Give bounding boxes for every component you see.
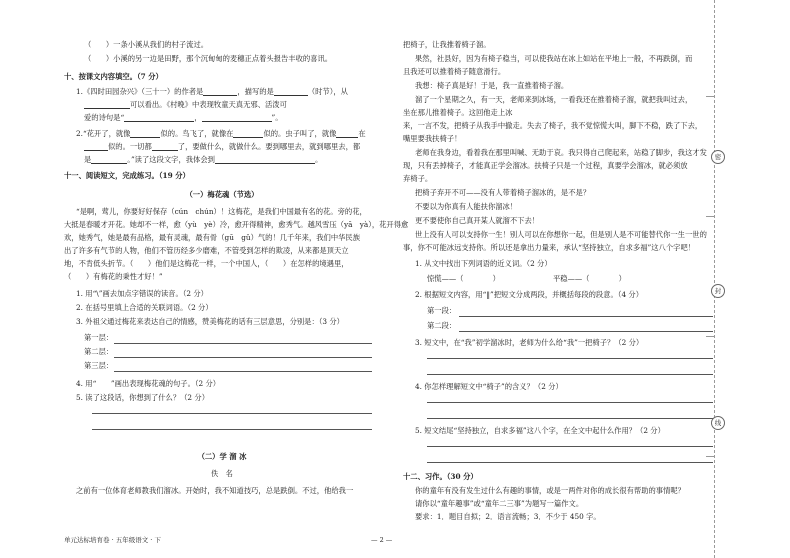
s10-q1-line2: 可以看出。《村晚》中表现牧童天真无邪、活泼可 — [84, 100, 400, 109]
passage1-line: 欢，她秀气，她是最有品格，最有灵魂，最有骨（gū gǔ）气的！几千年来，我们中华民族 — [64, 233, 361, 242]
s10-prev-item-a: （ ）一条小溪从我们的村子流过。 — [84, 40, 209, 49]
passage1-title: （一）梅花魂（节选） — [185, 190, 259, 199]
passage1-line: 地，不肯低头折节。（ ）他们是这梅花一样，一个中国人，（ ）在怎样的境遇里， — [64, 259, 349, 268]
s12-requirements: 要求：1．题目自拟；2．语言流畅；3．不少于 450 字。 — [415, 512, 601, 521]
passage2-line: 把椅子，让我推着椅子溜。 — [403, 40, 491, 49]
s11-q3-layer1: 第一层： — [84, 333, 114, 342]
answer-line[interactable] — [427, 462, 713, 463]
passage2-line: 且我还可以推着椅子随意滑行。 — [403, 67, 506, 76]
passage2-line: 我想：椅子真是好！于是，我一直推着椅子溜。 — [415, 81, 569, 90]
answer-line[interactable] — [427, 418, 713, 419]
s11-q3-layer2: 第二层： — [84, 347, 114, 356]
s10-q2-line1: 2.“花开了，就像 似的。鸟飞了，就像在 似的。虫子叫了，就像 在 — [76, 129, 366, 138]
s11-q4: 4. 用“ ”画出表现梅花魂的句子。（2 分） — [76, 379, 221, 388]
passage2-line: 坐在那儿推着椅子。这回他走上冰 — [403, 108, 513, 117]
s11-q1: 1. 用“\”画去加点字错误的读音。（2 分） — [76, 289, 208, 298]
s11b-q2: 2. 根据短文内容，用“‖”把短文分成两段，并概括每段的段意。（4 分） — [415, 290, 644, 299]
section-10-heading: 十、按课文内容填空。（7 分） — [64, 72, 163, 81]
answer-line[interactable] — [114, 371, 372, 372]
passage1-line: “是啊，莺儿，你要好好保存（cún chún）！这梅花，是我们中国最有名的花。旁的花， — [76, 207, 367, 216]
seal-stub: 密 — [711, 150, 725, 164]
s11b-q1: 1. 从文中找出下列词语的近义词。（2 分） — [415, 259, 552, 268]
s10-prev-item-b: （ ）小溪的另一边是田野，那个沉甸甸的麦穗正点着头报告丰收的喜讯。 — [84, 54, 333, 63]
segment-1-label: 第一段： — [427, 306, 457, 315]
segment-2-label: 第二段： — [427, 321, 457, 330]
blank[interactable] — [203, 87, 237, 96]
answer-line[interactable] — [459, 316, 713, 317]
blank[interactable] — [202, 113, 272, 122]
passage2-line: 事，你不可能冰远支持你。所以还是拿出力量来，承认“坚持独立，自求多福”这八个字吧！ — [403, 243, 696, 252]
passage2-author: 佚 名 — [211, 469, 233, 478]
passage2-line: 果然，社县好，因为有椅子稳当，可以使我站在冰上如站在平地上一般，不再跌倒，而 — [415, 54, 693, 63]
s11-q3-layer3: 第三层： — [84, 361, 114, 370]
binding-margin — [714, 0, 741, 558]
answer-line[interactable] — [92, 429, 372, 430]
page-number: — 2 — — [371, 536, 393, 544]
binding-tick — [706, 336, 714, 337]
section-12-heading: 十二、习作。（30 分） — [403, 472, 478, 481]
blank[interactable] — [84, 100, 130, 109]
footer-series-title: 单元达标培育卷 · 五年级语文 · 下 — [64, 536, 161, 544]
blank[interactable] — [152, 142, 178, 151]
binding-tick — [706, 96, 714, 97]
blank[interactable] — [233, 129, 263, 138]
blank[interactable] — [336, 129, 358, 138]
passage2-line: 更不要使你自己真开某人就溜不下去！ — [415, 216, 540, 225]
blank[interactable] — [124, 113, 194, 122]
passage1-line: 出了许多有气节的人物，他们不管历经多少磨难，不管受到怎样的欺凌，从来都是顶天立 — [64, 246, 349, 255]
answer-line[interactable] — [92, 413, 372, 414]
s11b-q4: 4. 你怎样理解短文中“椅子”的含义？（2 分） — [415, 382, 563, 391]
answer-line[interactable] — [427, 374, 713, 375]
synonym-pair-2[interactable]: 平稳——（ ） — [553, 274, 626, 283]
s11-q2: 2. 在括号里填上合适的关联词语。（2 分） — [76, 303, 213, 312]
s10-q1-line3: 爱的诗句是“ ， ”。 — [84, 113, 283, 122]
blank[interactable] — [274, 87, 308, 96]
passage2-line: 弃椅子。 — [403, 174, 433, 183]
s12-prompt-line: 你的童年有没有发生过什么有趣的事情，或是一两件对你的成长很有帮助的事情呢？ — [415, 486, 685, 495]
passage1-line: 大抵是春暖才开花。她却不一样，愈（yù yè）冷，愈开得精神，愈秀气。越风雪压（yā yà），花开得愈 — [64, 220, 409, 229]
answer-line[interactable] — [459, 331, 713, 332]
seal-stub: 线 — [711, 416, 725, 430]
answer-line[interactable] — [427, 402, 713, 403]
passage2-line: 嘴里要我扶椅子！ — [403, 134, 462, 143]
passage2-line: 不要以为你真有人能扶你溜冰！ — [415, 202, 518, 211]
passage2-line: 把椅子弃开不可——没有人带着椅子溜冰的，是不是？ — [415, 188, 591, 197]
passage1-line: （ ）有梅花的秉性才好！” — [64, 272, 163, 281]
answer-line[interactable] — [427, 446, 713, 447]
blank[interactable] — [91, 155, 127, 164]
blank[interactable] — [130, 129, 160, 138]
s12-prompt-line: 请你以“童年趣事”或“童年二三事”为题写一篇作文。 — [415, 499, 584, 508]
s10-q2-line3: 是 。”读了这段文字，我体会到 。 — [84, 155, 323, 164]
s11b-q3: 3. 短文中，在“我”初学溜冰时，老师为什么给“我”一把椅子？（2 分） — [415, 338, 644, 347]
passage2-line: 溜了一个星期之久，有一天，老师来到冰场，一看我还在推着椅子溜，就把我叫过去， — [415, 95, 693, 104]
synonym-pair-1[interactable]: 惊慌——（ ） — [427, 274, 500, 283]
answer-line[interactable] — [114, 357, 372, 358]
binding-tick — [706, 216, 714, 217]
passage2-line: 世上没有人可以支持你一生！别人可以在你想你一起，但是别人是不可能替代你一生一世的 — [415, 230, 707, 239]
s11-q5: 5. 读了这段话，你想到了什么？（2 分） — [76, 393, 209, 402]
passage2-line: 现，只有丢掉椅子，才能真正学会溜冰。扶椅子只是一个过程，真要学会溜冰，就必须放 — [403, 161, 688, 170]
s11b-q5: 5. 短文结尾“坚持独立，自求多福”这八个字，在全文中起什么作用？（2 分） — [415, 426, 665, 435]
seal-stub: 封 — [711, 284, 725, 298]
passage2-title: （二）学 溜 冰 — [197, 452, 247, 461]
s10-q1-line1: 1.《四时田园杂兴》（三十一）的作者是 ，描写的是 （时节），从 — [76, 87, 348, 96]
blank[interactable] — [215, 155, 315, 164]
answer-line[interactable] — [427, 358, 713, 359]
passage2-line: 老师在我身边，看着我在那里叫喊、无助于哀。我只得自己爬起来，站稳了脚步，我这才发 — [415, 148, 707, 157]
passage2-line: 来，一言不发，把椅子从我手中撤走。失去了椅子，我不觉惊慌大叫，脚下不稳，跌了下去， — [403, 121, 703, 130]
blank[interactable] — [84, 142, 108, 151]
binding-tick — [706, 456, 714, 457]
s10-q2-line2: 似的。一切都 了，要做什么，就做什么。要到哪里去，就到哪里去，都 — [84, 142, 400, 151]
section-11-heading: 十一、阅读短文，完成练习。（19 分） — [64, 171, 190, 180]
passage2-line: 之前有一位体育老师教我们溜冰。开始时，我不知道技巧，总是跌倒。不过，他给我一 — [76, 486, 354, 495]
s11-q3: 3. 外祖父通过梅花来表达自己的情感，赞美梅花的话有三层意思，分别是：（3 分） — [76, 317, 344, 326]
answer-line[interactable] — [114, 343, 372, 344]
